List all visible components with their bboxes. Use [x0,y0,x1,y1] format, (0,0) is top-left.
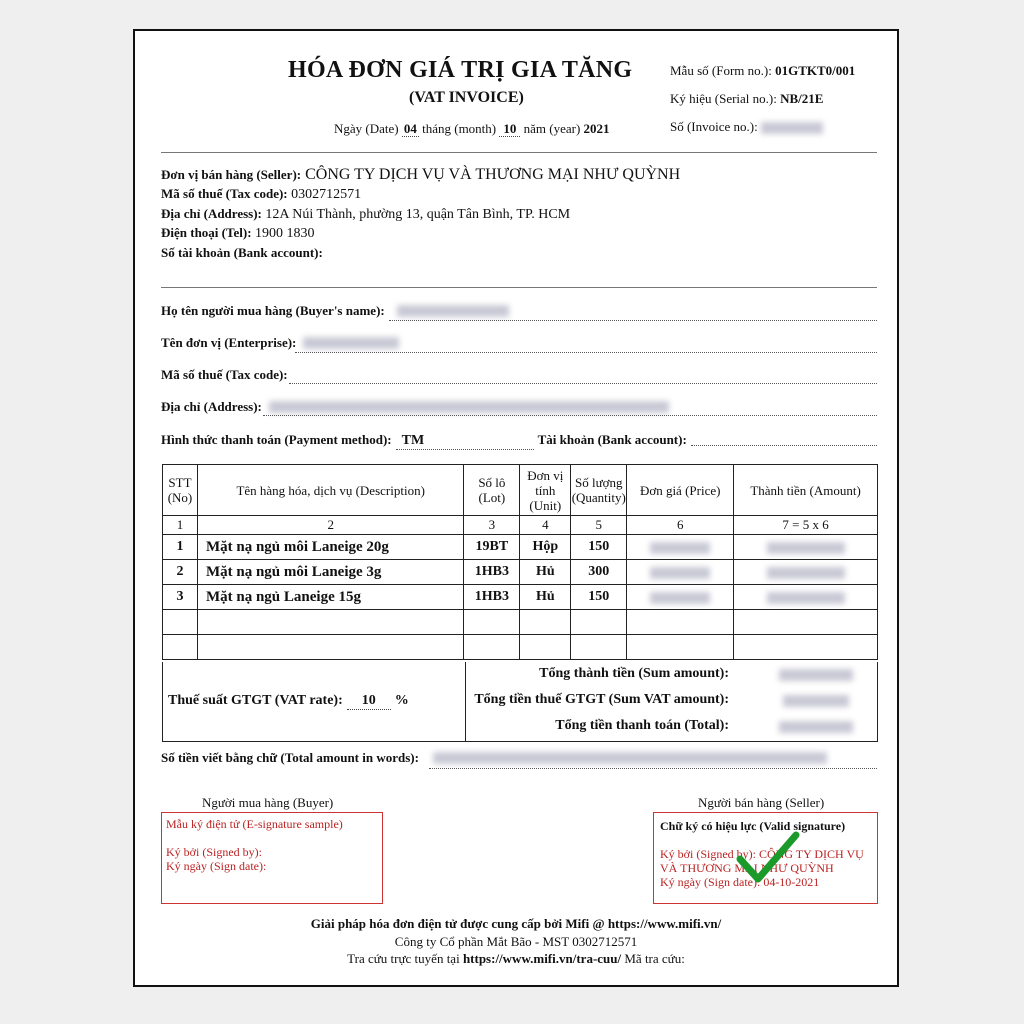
price-redacted [627,535,734,560]
col-lot: Số lô (Lot) [464,465,520,516]
price-redacted [627,585,734,610]
total-label: Tổng tiền thanh toán (Total): [555,718,729,733]
seller-tax-label: Mã số thuế (Tax code): [161,186,288,201]
col-price: Đơn giá (Price) [627,465,734,516]
date-month-label: tháng (month) [422,121,497,136]
buyer-signature-title: Người mua hàng (Buyer) [202,795,334,810]
buyer-bank-label: Tài khoản (Bank account): [537,432,687,447]
invoice-date [334,121,610,137]
seller-tel: 1900 1830 [255,226,315,241]
buyer-signed-by: Ký bởi (Signed by): [166,845,263,859]
seller-address-label: Địa chỉ (Address): [161,206,262,221]
buyer-address-redacted [269,401,669,413]
buyer-address-line [263,415,877,416]
totals-box [162,662,878,742]
buyer-enterprise-redacted [303,337,399,349]
table-row: 3 Mặt nạ ngủ Laneige 15g 1HB3 Hủ 150 [163,585,878,610]
buyer-name-line [389,320,877,321]
checkmark-icon [736,829,800,885]
seller-signature-box [653,812,878,904]
sum-vat-label: Tổng tiền thuế GTGT (Sum VAT amount): [474,692,729,707]
buyer-esign-sample: Mẫu ký điện tử (E-signature sample) [166,817,343,831]
seller-name-label: Đơn vị bán hàng (Seller): [161,167,302,182]
lookup-prefix: Tra cứu trực tuyến tại [347,951,460,966]
footer-lookup [135,951,897,967]
buyer-tax-label: Mã số thuế (Tax code): [161,367,288,382]
seller-signed-by: Ký bởi (Signed by): CÔNG TY DỊCH VỤ [660,847,864,861]
seller-tax-code: 0302712571 [291,187,362,202]
buyer-tax-line [289,383,877,384]
footer-company: Công ty Cổ phần Mắt Bão - MST 0302712571 [394,934,638,949]
invoice-number-redacted [761,122,823,134]
table-row: 1 Mặt nạ ngủ môi Laneige 20g 19BT Hộp 150 [163,535,878,560]
vat-rate-value: 10 [347,693,391,710]
seller-tel-label: Điện thoại (Tel): [161,225,252,240]
invoice-label: Số (Invoice no.): [670,119,758,134]
valid-signature-label: Chữ ký có hiệu lực (Valid signature) [660,819,846,833]
seller-sign-date: Ký ngày (Sign date): 04-10-2021 [660,875,820,889]
serial-value: NB/21E [780,91,824,106]
vat-percent: % [394,693,409,708]
totals-divider [465,662,466,741]
buyer-enterprise-label: Tên đơn vị (Enterprise): [161,335,297,350]
amount-in-words-line [429,768,877,769]
seller-signed-by-cont: VÀ THƯƠNG MẠI NHƯ QUỲNH [660,861,834,875]
col-description: Tên hàng hóa, dịch vụ (Description) [197,465,463,516]
col-unit: Đơn vị tính (Unit) [520,465,571,516]
serial-label: Ký hiệu (Serial no.): [670,91,777,106]
date-year: 2021 [583,121,610,136]
seller-tel-row [161,225,315,242]
header-divider [161,152,877,153]
amount-redacted [734,560,878,585]
col-stt: STT (No) [163,465,198,516]
sum-amount-label: Tổng thành tiền (Sum amount): [539,666,729,681]
vat-rate-row [168,691,409,710]
form-label: Mẫu số (Form no.): [670,63,772,78]
date-month: 10 [499,121,520,137]
date-day: 04 [403,121,417,136]
seller-divider [161,287,877,288]
seller-name-row [161,166,680,184]
seller-address: 12A Núi Thành, phường 13, quận Tân Bình, TP. HCM [265,207,571,222]
amount-in-words-redacted [433,752,827,764]
table-header [163,465,878,516]
vat-rate-label: Thuế suất GTGT (VAT rate): [168,693,343,708]
lookup-code-label: Mã tra cứu: [624,951,685,966]
invoice-number [670,119,823,135]
seller-bank-label: Số tài khoản (Bank account): [161,245,323,260]
buyer-sign-date: Ký ngày (Sign date): [166,859,267,873]
footer-provider: Giải pháp hóa đơn điện tử được cung cấp bởi Mifi @ https://www.mifi.vn/ [310,916,722,931]
seller-signature-title: Người bán hàng (Seller) [698,795,825,810]
column-number-row: 1 2 3 4 5 6 7 = 5 x 6 [163,516,878,535]
buyer-address-label: Địa chỉ (Address): [161,399,262,414]
payment-label: Hình thức thanh toán (Payment method): [161,432,392,447]
table-row-empty [163,635,878,660]
col-quantity: Số lượng (Quantity) [571,465,627,516]
total-redacted [779,721,853,733]
lookup-link[interactable]: https://www.mifi.vn/tra-cuu/ [462,951,622,966]
price-redacted [627,560,734,585]
date-prefix: Ngày (Date) [334,121,399,136]
form-number [670,63,855,79]
form-value: 01GTKT0/001 [775,63,856,78]
col-amount: Thành tiền (Amount) [734,465,878,516]
sum-vat-redacted [783,695,849,707]
table-row: 2 Mặt nạ ngủ môi Laneige 3g 1HB3 Hủ 300 [163,560,878,585]
payment-method: TM [396,433,534,450]
seller-name: CÔNG TY DỊCH VỤ VÀ THƯƠNG MẠI NHƯ QUỲNH [305,166,681,183]
buyer-bank-line [691,445,877,446]
sum-amount-redacted [779,669,853,681]
amount-redacted [734,535,878,560]
table-row-empty [163,610,878,635]
buyer-name-redacted [397,305,509,317]
invoice-page [133,29,899,987]
amount-redacted [734,585,878,610]
seller-tax-row [161,186,361,203]
serial-number [670,91,823,107]
date-year-label: năm (year) [523,121,581,136]
invoice-title: HÓA ĐƠN GIÁ TRỊ GIA TĂNG [288,57,633,83]
buyer-signature-box [161,812,383,904]
buyer-enterprise-line [295,352,877,353]
payment-row [161,431,687,450]
seller-address-row [161,206,570,223]
buyer-name-label: Họ tên người mua hàng (Buyer's name): [161,303,385,318]
amount-in-words-label: Số tiền viết bằng chữ (Total amount in words): [161,750,419,765]
invoice-subtitle: (VAT INVOICE) [409,89,524,106]
items-table [162,464,878,660]
